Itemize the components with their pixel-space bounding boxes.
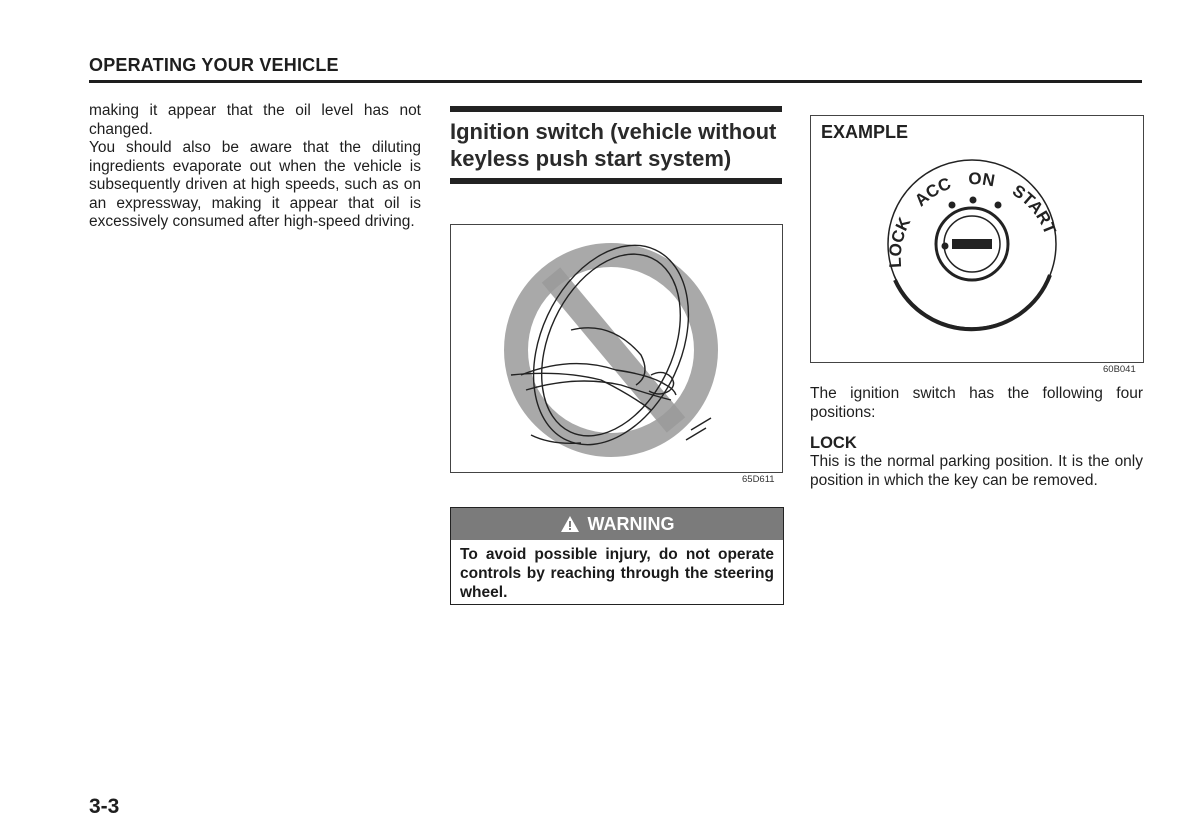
warning-triangle-icon: [560, 515, 580, 533]
figure-code-65d611: 65D611: [742, 474, 775, 485]
ignition-switch-dial-illustration: [870, 150, 1070, 340]
heading-bottom-bar: [450, 178, 782, 184]
steering-wheel-prohibited-illustration: [451, 225, 782, 472]
example-label: EXAMPLE: [821, 122, 909, 142]
svg-text:START: [1009, 181, 1060, 238]
switch-label-on: ON: [968, 169, 997, 191]
column-1-text: [89, 102, 421, 232]
lock-description: This is the normal parking position. It is the only position in which the key can be removed.: [810, 453, 1143, 489]
figure-code-60b041: 60B041: [1103, 364, 1136, 375]
warning-text: To avoid possible injury, do not operate controls by reaching through the steering wheel.: [460, 546, 774, 601]
column-3-text: [810, 385, 1143, 490]
svg-text:ON: [968, 169, 996, 190]
page-number: 3-3: [89, 795, 120, 818]
paragraph-oil-level: making it appear that the oil level has not changed.: [89, 102, 421, 138]
ignition-intro-text: The ignition switch has the following four positions:: [810, 385, 1143, 421]
ignition-switch-heading-block: [450, 106, 782, 184]
warning-label: WARNING: [587, 513, 675, 534]
section-divider: [89, 80, 1142, 83]
steering-wheel-figure: [450, 224, 783, 473]
switch-label-lock: LOCK: [885, 214, 915, 269]
switch-label-acc: ACC: [911, 173, 954, 211]
lock-heading: LOCK: [810, 434, 857, 452]
warning-box: [450, 507, 784, 605]
svg-text:LOCK: [886, 214, 915, 269]
switch-label-start: START: [1009, 180, 1060, 237]
section-title: OPERATING YOUR VEHICLE: [89, 55, 339, 75]
key-slot-icon: [952, 239, 992, 249]
heading-top-bar: [450, 106, 782, 112]
paragraph-diluting: You should also be aware that the diluting ingredients evaporate out when the vehicle is subsequently driven at high speeds, such as on an expressway, making it appear that oil is excessively consumed after high-speed driving.: [89, 139, 421, 230]
ignition-switch-heading: Ignition switch (vehicle without keyless push start system): [450, 119, 777, 171]
warning-header: [451, 508, 783, 540]
